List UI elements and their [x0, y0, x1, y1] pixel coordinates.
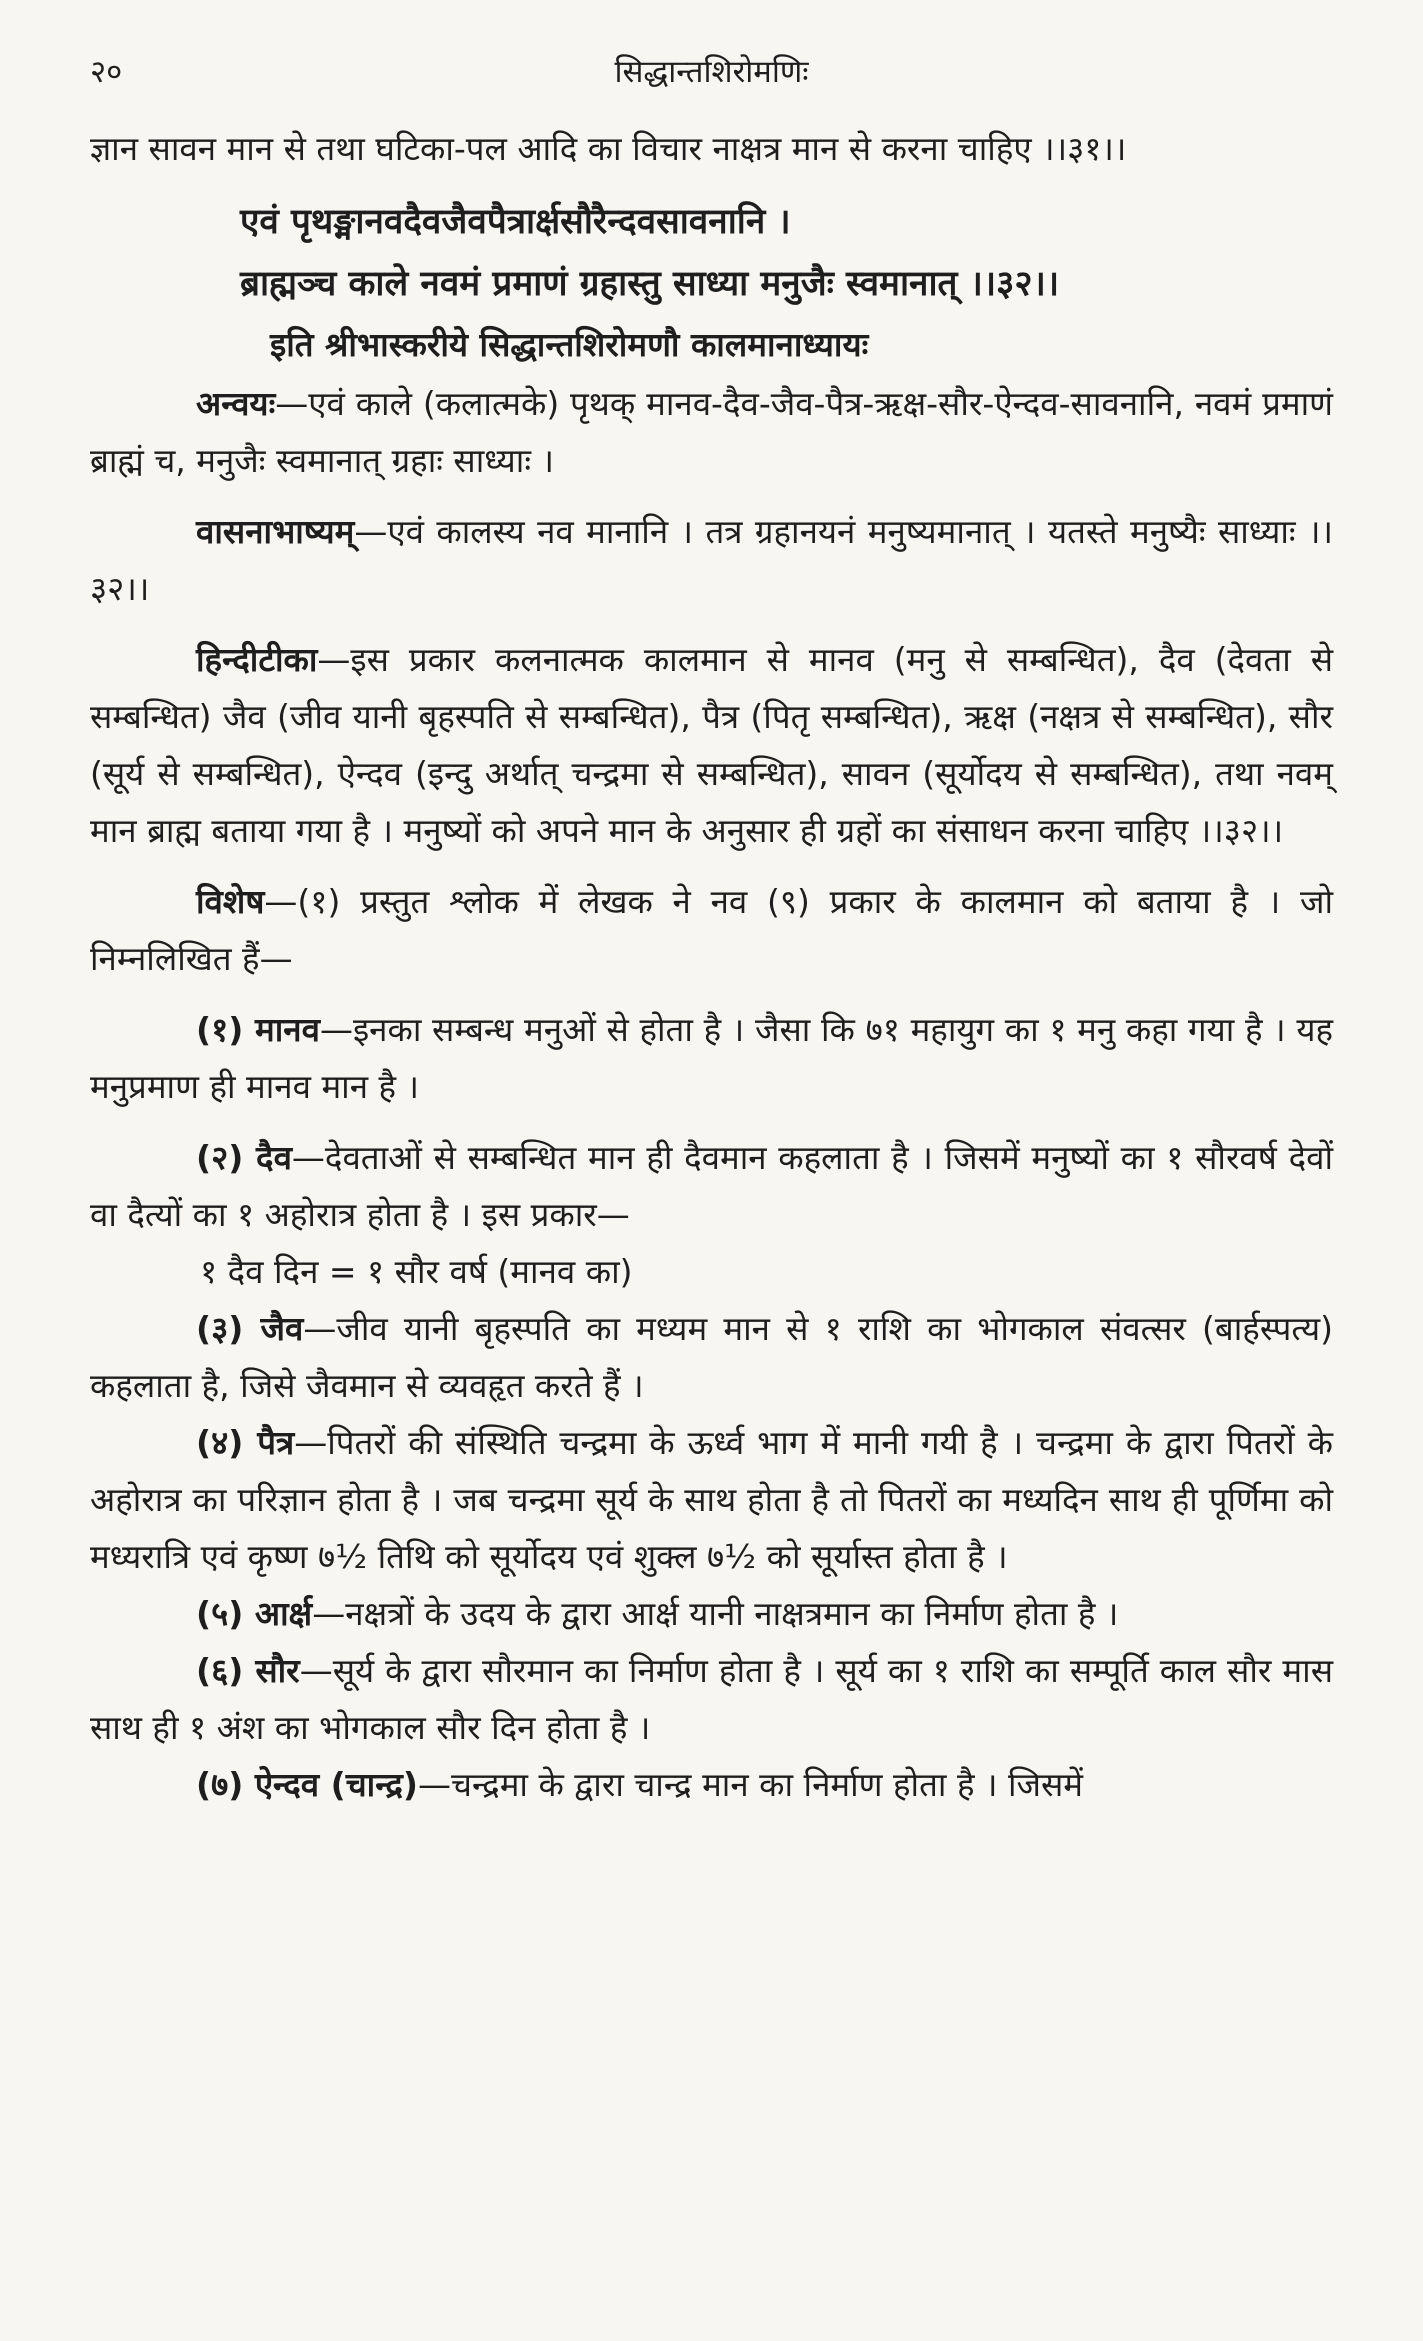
running-title: सिद्धान्तशिरोमणिः [614, 54, 809, 90]
item-manav-text: —इनका सम्बन्ध मनुओं से होता है । जैसा कि ७१ महायुग का १ मनु कहा गया है । यह मनुप्रमाण ही मानव मान है । [90, 1010, 1333, 1106]
item-saur [90, 1642, 1333, 1756]
item-saur-label: (६) सौर [196, 1651, 300, 1690]
daiv-equation: १ दैव दिन = १ सौर वर्ष (मानव का) [200, 1252, 633, 1291]
item-daiv-label: (२) दैव [196, 1138, 292, 1177]
vishesh-text: —(१) प्रस्तुत श्लोक में लेखक ने नव (९) प्रकार के कालमान को बताया है । जो निम्नलिखित हैं— [90, 882, 1333, 978]
spacer [90, 859, 1333, 873]
item-jaiv-text: —जीव यानी बृहस्पति का मध्यम मान से १ राशि का भोगकाल संवत्सर (बार्हस्पत्य) कहलाता है, जिसे जैवमान से व्यवहृत करते हैं । [90, 1309, 1333, 1405]
item-aindav [90, 1756, 1333, 1813]
item-daiv [90, 1129, 1333, 1243]
hindi-tika-label: हिन्दीटीका [196, 640, 318, 679]
item-daiv-text: —देवताओं से सम्बन्धित मान ही दैवमान कहलाता है । जिसमें मनुष्यों का १ सौरवर्ष देवों वा दैत्यों का १ अहोरात्र होता है । इस प्रकार— [90, 1138, 1333, 1234]
item-paitr-text: —पितरों की संस्थिति चन्द्रमा के ऊर्ध्व भाग में मानी गयी है । चन्द्रमा के द्वारा पितरों के अहोरात्र का परिज्ञान होता है । जब चन्द्रमा सूर्य के साथ होता है तो पितरों का मध्यदिन साथ ही पूर्णिमा को मध्यरात्रि एवं कृष्ण ७½ तिथि को सूर्योदय एवं शुक्ल ७½ को सूर्यास्त होता है । [90, 1423, 1333, 1576]
vasana-text: —एवं कालस्य नव मानानि । तत्र ग्रहानयनं मनुष्यमानात् । यतस्ते मनुष्यैः साध्याः ।।३२।। [90, 512, 1333, 608]
item-paitr-label: (४) पैत्र [196, 1423, 295, 1462]
anvaya-label: अन्वयः [196, 384, 276, 423]
item-aindav-label: (७) ऐन्दव (चान्द्र) [196, 1765, 419, 1804]
item-manav-label: (१) मानव [196, 1010, 320, 1049]
item-paitr [90, 1414, 1333, 1585]
page-header [90, 50, 1333, 120]
item-arksh [90, 1585, 1333, 1642]
page-number: २० [90, 54, 123, 90]
hindi-tika-text: —इस प्रकार कलनात्मक कालमान से मानव (मनु से सम्बन्धित), दैव (देवता से सम्बन्धित) जैव (जीव यानी बृहस्पति से सम्बन्धित), पैत्र (पितृ सम्बन्धित), ऋक्ष (नक्षत्र से सम्बन्धित), सौर (सूर्य से सम्बन्धित), ऐन्दव (इन्दु अर्थात् चन्द्रमा से सम्बन्धित), सावन (सूर्योदय से सम्बन्धित), तथा नवम् मान ब्राह्म बताया गया है । मनुष्यों को अपने मान के अनुसार ही ग्रहों का संसाधन करना चाहिए ।।३२।। [90, 640, 1333, 850]
item-aindav-text: —चन्द्रमा के द्वारा चान्द्र मान का निर्माण होता है । जिसमें [418, 1765, 1084, 1804]
item-arksh-text: —नक्षत्रों के उदय के द्वारा आर्क्ष यानी नाक्षत्रमान का निर्माण होता है । [312, 1594, 1119, 1633]
spacer [90, 1115, 1333, 1129]
vishesh-paragraph [90, 873, 1333, 987]
vasana-paragraph [90, 503, 1333, 617]
anvaya-text: —एवं काले (कलात्मके) पृथक् मानव-दैव-जैव-पैत्र-ऋक्ष-सौर-ऐन्दव-सावनानि, नवमं प्रमाणं ब्राह्मं च, मनुजैः स्वमानात् ग्रहाः साध्याः । [90, 384, 1333, 480]
spacer [90, 489, 1333, 503]
spacer [90, 617, 1333, 631]
intro-paragraph: ज्ञान सावन मान से तथा घटिका-पल आदि का विचार नाक्षत्र मान से करना चाहिए ।।३१।। [90, 129, 1127, 168]
vishesh-label: विशेष [196, 882, 265, 921]
anvaya-paragraph [90, 375, 1333, 489]
item-arksh-label: (५) आर्क्ष [196, 1594, 313, 1633]
item-jaiv-label: (३) जैव [196, 1309, 304, 1348]
chapter-colophon: इति श्रीभास्करीये सिद्धान्तशिरोमणौ कालमानाध्यायः [270, 325, 869, 364]
spacer [90, 987, 1333, 1001]
vasana-label: वासनाभाष्यम् [196, 512, 355, 551]
verse-line-1: एवं पृथङ्मानवदैवजैवपैत्रार्क्षसौरैन्दवसावनानि । [240, 202, 791, 242]
spacer [90, 177, 1333, 191]
hindi-tika-paragraph [90, 631, 1333, 859]
item-saur-text: —सूर्य के द्वारा सौरमान का निर्माण होता है । सूर्य का १ राशि का सम्पूर्ति काल सौर मास साथ ही १ अंश का भोगकाल सौर दिन होता है । [90, 1651, 1333, 1747]
item-jaiv [90, 1300, 1333, 1414]
verse-line-2: ब्राह्मञ्च काले नवमं प्रमाणं ग्रहास्तु साध्या मनुजैः स्वमानात् ।।३२।। [240, 264, 1060, 304]
item-manav [90, 1001, 1333, 1115]
